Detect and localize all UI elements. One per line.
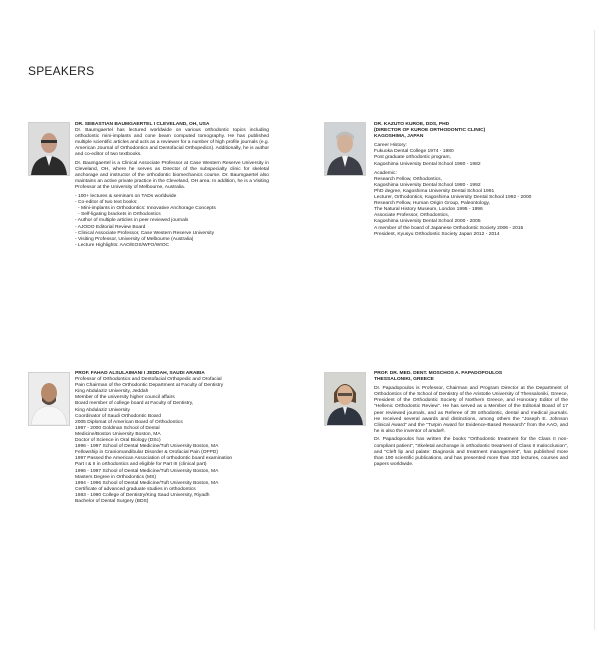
bio-line: Certificate of advanced graduate studies in orthodontics (75, 486, 196, 492)
page-edge-divider (594, 30, 595, 630)
speaker-title: (DIRECTOR OF KUROE ORTHODONTIC CLINIC) (374, 128, 486, 134)
academic-line: Kagoshima University Dental School 1980 - 1992 (374, 182, 481, 188)
bio-line: 1997 Passed the American Association of orthodontic board examination (75, 456, 233, 462)
bio-line: 1997 - 2000 Goldman School of Dental (75, 425, 160, 431)
list-item: - Lecture Highlights: AAO/EOS/WFO/WIOC (75, 242, 170, 248)
career-line: Fukuoka Dental College 1974 - 1980 (374, 149, 454, 155)
list-item: - Co-editor of two text books: (75, 200, 138, 206)
portrait-icon (325, 123, 365, 175)
page-title: SPEAKERS (28, 64, 95, 78)
list-item: - Visiting Professor, University of Melbourne (Australia) (75, 236, 194, 242)
bio-line: Member of the university higher council affairs (75, 395, 175, 401)
bio-line: King Abdulaziz University (75, 407, 130, 413)
speaker-location: THESSALONIKI, GREECE (374, 377, 434, 383)
bio-line: Part I & II in orthodontics and eligible for Part III (clinical part) (75, 462, 207, 468)
speaker-name: PROF. FAHAD ALSULAIMANI I JEDDAH, SAUDI ARABIA (75, 371, 205, 376)
bio-line: Professor of Orthodontics and Dentofacial Orthopedic and Orofacial (75, 377, 222, 383)
speaker-highlights-list (75, 194, 269, 249)
bio-line: Coordinator of Saudi Orthodontic Board (75, 413, 161, 419)
portrait-icon (29, 373, 69, 425)
academic-line: Lecturer, Orthodontics, Kagoshima University Dental School 1992 - 2000 (374, 195, 532, 201)
speaker-photo-kuroe (324, 122, 366, 176)
portrait-icon (29, 123, 69, 175)
list-item: - Clinical Associate Professor, Case Western Reserve University (75, 230, 215, 236)
career-line: Career History: (374, 143, 407, 149)
list-item: - 100+ lectures & seminars on TADs worldwide (75, 194, 177, 200)
speaker-name: DR. SEBASTIAN BAUMGAERTEL I CLEVELAND, OH, USA (75, 122, 210, 127)
bio-line: Pain Chairman of the Orthodontic Department at Faculty of Dentistry (75, 383, 224, 389)
speaker-bio-paragraph: Dr. Papadopoulos is Professor, Chairman and Program Director at the Department of Orthodontics of the School of Dentistry of the Aristotle University of Thessaloniki, Greece, President of the Orthodontic Society of Northern Greece, and Honorary Editor of the "Hellenic Orthodontic Review". He has served as a Member of the Editorial Board of 17 peer reviewed journals, and as Referee of 39 orthodontic, dental and medical journals. He received several awards and distinctions, among others the "Joseph E. Johnson Clinical Award" and the "Turpin Award for Evidence-Based Research" from the AAO, and he is also the inventor of amda®. (374, 386, 568, 434)
portrait-icon (325, 373, 365, 425)
bio-line: Fellowship in Craniomandibular Disorder & Orofacial Pain (OFPD) (75, 450, 218, 456)
bio-line: Medicine/Boston University Boston, MA (75, 431, 161, 437)
bio-line: Masters Degree in Orthodontics (MS) (75, 474, 156, 480)
bio-line: 2005 Diplomat of American Board of Orthodontics (75, 419, 183, 425)
list-item: - AJODO Editorial Review Board (75, 224, 146, 230)
speaker-photo-papadopoulos (324, 372, 366, 426)
speaker-name: DR. KAZUTO KUROE, DDS, PHD (374, 122, 450, 127)
academic-line: Associate Professor, Orthodontics, (374, 213, 450, 219)
list-item: - Mini-implants in Orthodontics: Innovative Anchorage Concepts (78, 206, 216, 212)
academic-line: The Natural History Museum, London 1995 - 1996 (374, 207, 483, 213)
bio-line: Doctor of Science in Oral Biology (DSc) (75, 438, 161, 444)
academic-line: Research Fellow, Human Origin Group, Paleontology, (374, 201, 490, 207)
list-item: - Author of multiple articles in peer reviewed journals (75, 218, 189, 224)
bio-line: 1996 - 1997 School of Dental Medicine/Tuft University Boston, MA (75, 468, 219, 474)
speaker-location: KAGOSHIMA, JAPAN (374, 134, 424, 140)
academic-line: PhD degree, Kagoshima University Dental School 1991 (374, 188, 495, 194)
speaker-photo-baumgaertel (28, 122, 70, 176)
academic-line: Research Fellow, Orthodontics, (374, 176, 442, 182)
bio-line: King Abdulaziz University, Jeddah (75, 389, 149, 395)
academic-line: Kagoshima University Dental School 2000 - 2005 (374, 219, 481, 225)
career-line: Post graduate orthodontic program, (374, 155, 451, 161)
bio-line: Board member of college board at Faculty of Dentistry, (75, 401, 194, 407)
academic-line: Academic: (374, 170, 397, 176)
career-line: Kagoshima University Dental School 1980 - 1982 (374, 161, 481, 167)
speaker-name: PROF. DR. MED. DENT. MOSCHOS A. PAPADOPOULOS (374, 371, 503, 376)
bio-line: 1996 - 1997 School of Dental Medicine/Tuft University Boston, MA (75, 444, 219, 450)
academic-line: A member of the board of Japanese Orthodontic Society 2006 - 2015 (374, 225, 524, 231)
bio-line: 1983 - 1990 College of Dentistry/King Saud University, Riyadh (75, 492, 210, 498)
bio-line: 1994 - 1996 School of Dental Medicine/Tuft University Boston, MA (75, 480, 219, 486)
academic-line: President, Kyusyu Orthodontic Society Japan 2012 - 2014 (374, 231, 500, 237)
list-item: - Self-ligating brackets in Orthodontics (78, 212, 161, 218)
speaker-bio-paragraph: Dr. Baumgaertel has lectured worldwide on various orthodontic topics including orthodontic mini-implants and cone beam computed tomography. He has published multiple scientific articles and acts as a reviewer for a number of high profile journals (e.g. American Journal of Orthodontics and Dentofacial Orthopedics). Additionally, he is author and co-editor of two textbooks. (75, 128, 269, 158)
speaker-bio-paragraph: Dr. Baumgaertel is a Clinical Associate Professor at Case Western Reserve University in Cleveland, OH, where he serves as Director of the subspecialty clinic for skeletal anchorage and instructor of the orthodontic biomechanics course. Dr. Baumgaertel also maintains an active private practice in the Cleveland, OH area. In addition, he is a Visiting Professor at the University of Melbourne, Australia. (75, 161, 269, 191)
speaker-bio-paragraph: Dr. Papadopoulos has written the books "Orthodontic treatment for the Class II non-compliant patient", "Skeletal anchorage in orthodontic treatment of Class II malocclusion", and "Cleft lip and palate: Diagnosis and treatment management", has published more than 190 scientific publications, and has presented more than 310 lectures, courses and papers worldwide. (374, 437, 568, 467)
bio-line: Bachelor of Dental Surgery (BDS) (75, 498, 149, 504)
speaker-photo-alsulaimani (28, 372, 70, 426)
